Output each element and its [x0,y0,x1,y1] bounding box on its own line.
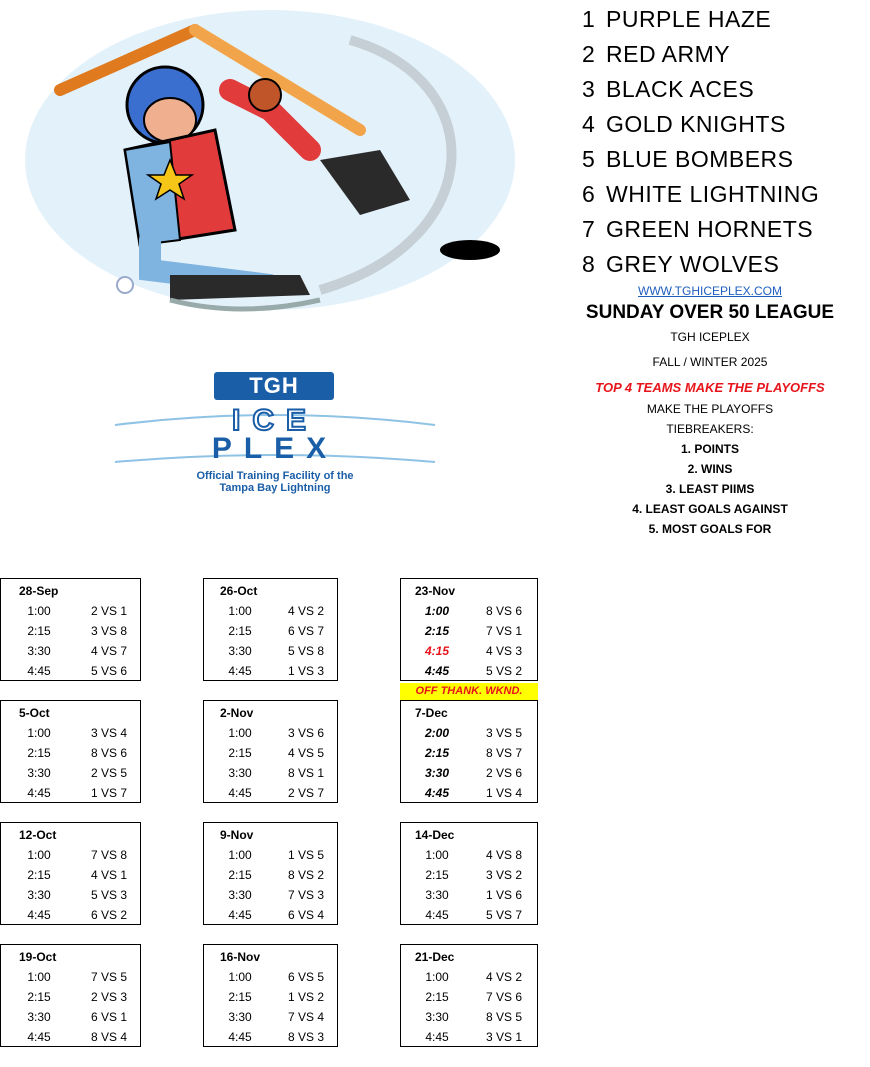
logo-tagline-line1: Official Training Facility of the [196,470,354,482]
game-row [401,845,537,865]
schedule-date: 2-Nov [220,706,254,720]
schedule-box [400,700,538,803]
game-time: 2:15 [27,746,51,760]
game-matchup: 7 VS 1 [485,624,523,638]
team-item: 3 BLACK ACES [582,76,755,102]
game-row [401,641,537,661]
game-row [1,905,140,925]
game-time: 3:30 [228,1010,252,1024]
game-row [1,845,140,865]
game-time: 1:00 [425,848,449,862]
game-matchup: 1 VS 7 [90,786,128,800]
schedule-box [0,944,141,1047]
game-time: 1:00 [228,604,252,618]
game-matchup: 6 VS 7 [287,624,325,638]
game-matchup: 4 VS 2 [287,604,325,618]
game-time: 2:15 [27,624,51,638]
tiebreaker-item: 2. WINS [687,462,733,476]
logo-word-plex: PLEX [211,432,339,465]
game-row [401,1007,537,1027]
game-matchup: 5 VS 6 [90,664,128,678]
logo-badge: TGH [214,372,334,400]
game-row [401,967,537,987]
game-row [401,661,537,681]
game-matchup: 8 VS 6 [485,604,523,618]
schedule-date: 23-Nov [415,584,456,598]
game-time: 4:45 [228,786,252,800]
game-time: 4:45 [27,1030,51,1044]
team-item: 2 RED ARMY [582,41,731,67]
teams-list [582,4,819,284]
team-item: 8 GREY WOLVES [582,251,780,277]
game-matchup: 1 VS 5 [287,848,325,862]
game-row [204,661,337,681]
game-row [204,783,337,803]
game-time: 3:30 [27,1010,51,1024]
schedule-date: 19-Oct [19,950,57,964]
game-matchup: 6 VS 5 [287,970,325,984]
team-item: 1 PURPLE HAZE [582,6,772,32]
team-item: 6 WHITE LIGHTNING [582,181,820,207]
game-matchup: 7 VS 5 [90,970,128,984]
game-matchup: 4 VS 7 [90,644,128,658]
game-time: 1:00 [228,848,252,862]
game-time: 2:15 [27,990,51,1004]
game-row [204,621,337,641]
game-matchup: 2 VS 1 [90,604,128,618]
game-row [401,987,537,1007]
game-matchup: 7 VS 3 [287,888,325,902]
game-time: 1:00 [27,970,51,984]
game-matchup: 1 VS 2 [287,990,325,1004]
game-time: 1:00 [27,848,51,862]
game-row [1,783,140,803]
logo-tagline-line2: Tampa Bay Lightning [219,482,331,494]
game-time: 1:00 [228,970,252,984]
schedule-box [203,822,338,925]
schedule-box [0,578,141,681]
game-row [401,1027,537,1047]
game-row [204,967,337,987]
team-item: 4 GOLD KNIGHTS [582,111,786,137]
game-matchup: 3 VS 6 [287,726,325,740]
game-matchup: 2 VS 6 [485,766,523,780]
schedule-date: 21-Dec [415,950,455,964]
schedule-box [400,822,538,925]
game-row [401,783,537,803]
game-time: 4:15 [424,644,450,658]
game-row [1,743,140,763]
schedule-date: 7-Dec [415,706,448,720]
game-matchup: 1 VS 6 [485,888,523,902]
playoffs-line: MAKE THE PLAYOFFS [646,402,774,416]
game-time: 4:45 [27,664,51,678]
game-row [204,641,337,661]
schedule-box [400,578,538,681]
game-time: 4:45 [424,786,450,800]
game-row [1,763,140,783]
schedule-box [400,944,538,1047]
game-time: 2:15 [27,868,51,882]
game-matchup: 5 VS 3 [90,888,128,902]
website-link[interactable]: WWW.TGHICEPLEX.COM [638,284,782,298]
playoffs-highlight: TOP 4 TEAMS MAKE THE PLAYOFFS [595,380,825,395]
schedule-date: 26-Oct [220,584,258,598]
schedule-box [203,578,338,681]
game-row [204,885,337,905]
game-time: 4:45 [228,1030,252,1044]
game-matchup: 4 VS 8 [485,848,523,862]
game-matchup: 4 VS 1 [90,868,128,882]
tiebreakers-title: TIEBREAKERS: [666,422,754,436]
game-row [401,723,537,743]
game-matchup: 8 VS 6 [90,746,128,760]
game-time: 4:45 [425,908,449,922]
game-time: 2:15 [425,990,449,1004]
logo-word-ice: ICE [231,404,319,437]
schedule-date: 12-Oct [19,828,57,842]
game-time: 2:15 [424,746,450,760]
game-time: 3:30 [425,888,449,902]
game-time: 3:30 [228,888,252,902]
logo-swoosh [110,400,440,470]
schedule-date: 9-Nov [220,828,254,842]
game-row [1,865,140,885]
game-row [1,987,140,1007]
game-row [1,661,140,681]
game-matchup: 8 VS 7 [485,746,523,760]
game-time: 2:15 [228,990,252,1004]
game-row [204,1027,337,1047]
game-row [204,1007,337,1027]
game-time: 3:30 [27,888,51,902]
game-matchup: 2 VS 5 [90,766,128,780]
game-time: 2:15 [228,746,252,760]
game-matchup: 8 VS 2 [287,868,325,882]
game-matchup: 6 VS 4 [287,908,325,922]
game-time: 2:00 [424,726,450,740]
game-row [1,885,140,905]
game-matchup: 5 VS 7 [485,908,523,922]
game-time: 1:00 [228,726,252,740]
game-time: 2:15 [228,624,252,638]
schedule-date: 5-Oct [19,706,50,720]
game-matchup: 3 VS 4 [90,726,128,740]
game-time: 1:00 [27,604,51,618]
game-time: 4:45 [27,908,51,922]
schedule-box [0,822,141,925]
game-matchup: 4 VS 3 [485,644,523,658]
game-matchup: 3 VS 1 [485,1030,523,1044]
schedule-box [203,700,338,803]
game-row [204,845,337,865]
game-row [1,1027,140,1047]
game-matchup: 8 VS 3 [287,1030,325,1044]
game-time: 4:45 [424,664,450,678]
tiebreaker-item: 5. MOST GOALS FOR [648,522,772,536]
schedule-date: 16-Nov [220,950,261,964]
schedule-box [203,944,338,1047]
game-row [401,885,537,905]
game-row [401,601,537,621]
hockey-player-cartoon [20,0,520,320]
game-row [1,641,140,661]
game-matchup: 3 VS 5 [485,726,523,740]
game-row [1,621,140,641]
game-time: 2:15 [228,868,252,882]
venue-name: TGH ICEPLEX [670,330,750,344]
game-matchup: 8 VS 5 [485,1010,523,1024]
game-time: 2:15 [424,624,450,638]
game-matchup: 4 VS 2 [485,970,523,984]
game-matchup: 8 VS 4 [90,1030,128,1044]
game-time: 3:30 [228,644,252,658]
game-matchup: 1 VS 4 [485,786,523,800]
game-matchup: 2 VS 3 [90,990,128,1004]
game-time: 3:30 [27,644,51,658]
game-matchup: 7 VS 8 [90,848,128,862]
game-row [1,601,140,621]
game-time: 1:00 [424,604,450,618]
game-matchup: 6 VS 2 [90,908,128,922]
game-matchup: 2 VS 7 [287,786,325,800]
off-week-note: OFF THANK. WKND. [400,683,538,700]
game-row [204,723,337,743]
game-row [401,743,537,763]
game-time: 4:45 [228,908,252,922]
game-row [1,723,140,743]
game-row [401,763,537,783]
game-time: 2:15 [425,868,449,882]
schedule-box [0,700,141,803]
team-item: 7 GREEN HORNETS [582,216,814,242]
game-row [401,865,537,885]
game-row [204,601,337,621]
game-matchup: 3 VS 8 [90,624,128,638]
logo-tagline [120,470,430,494]
game-matchup: 5 VS 2 [485,664,523,678]
game-time: 3:30 [424,766,450,780]
game-row [1,1007,140,1027]
game-row [204,905,337,925]
game-time: 1:00 [27,726,51,740]
game-time: 3:30 [228,766,252,780]
game-time: 3:30 [27,766,51,780]
game-row [204,743,337,763]
game-row [204,865,337,885]
game-matchup: 4 VS 5 [287,746,325,760]
tiebreaker-item: 1. POINTS [680,442,739,456]
tiebreaker-item: 4. LEAST GOALS AGAINST [632,502,788,516]
team-item: 5 BLUE BOMBERS [582,146,794,172]
game-matchup: 7 VS 4 [287,1010,325,1024]
game-time: 4:45 [425,1030,449,1044]
game-matchup: 7 VS 6 [485,990,523,1004]
game-matchup: 1 VS 3 [287,664,325,678]
game-time: 4:45 [27,786,51,800]
game-matchup: 6 VS 1 [90,1010,128,1024]
tiebreaker-item: 3. LEAST PIIMS [665,482,755,496]
game-time: 1:00 [425,970,449,984]
game-row [401,905,537,925]
game-row [401,621,537,641]
schedule-date: 28-Sep [19,584,59,598]
game-row [204,987,337,1007]
league-title: SUNDAY OVER 50 LEAGUE [585,302,835,323]
game-row [1,967,140,987]
game-time: 3:30 [425,1010,449,1024]
game-matchup: 5 VS 8 [287,644,325,658]
game-matchup: 8 VS 1 [287,766,325,780]
season-label: FALL / WINTER 2025 [652,355,768,369]
schedule-date: 14-Dec [415,828,455,842]
game-row [204,763,337,783]
game-time: 4:45 [228,664,252,678]
game-matchup: 3 VS 2 [485,868,523,882]
